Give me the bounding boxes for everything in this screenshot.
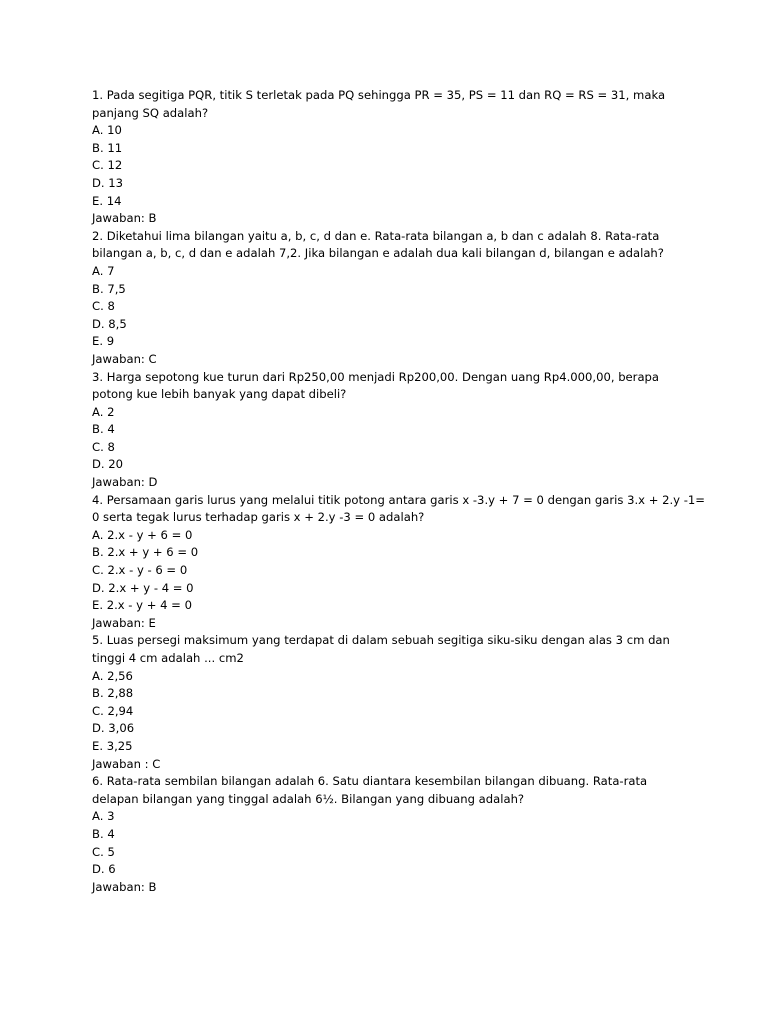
answer-key: Jawaban : C: [92, 756, 161, 771]
answer-option: B. 7,5: [92, 281, 126, 296]
answer-option: C. 5: [92, 844, 115, 859]
question-block: [92, 228, 682, 369]
question-block: [92, 492, 705, 633]
answer-option: A. 2.x - y + 6 = 0: [92, 527, 193, 542]
question-text-line: 5. Luas persegi maksimum yang terdapat di dalam sebuah segitiga siku-siku dengan alas 3 cm dan: [92, 633, 670, 648]
answer-option: E. 9: [92, 334, 115, 349]
answer-option: A. 7: [92, 263, 115, 278]
answer-option: D. 3,06: [92, 721, 135, 736]
answer-option: C. 12: [92, 158, 123, 173]
answer-key: Jawaban: B: [92, 879, 157, 894]
answer-key: Jawaban: D: [92, 475, 158, 490]
answer-option: A. 3: [92, 809, 115, 824]
question-text-line: 3. Harga sepotong kue turun dari Rp250,00 menjadi Rp200,00. Dengan uang Rp4.000,00, berapa: [92, 369, 660, 384]
answer-option: B. 2,88: [92, 686, 134, 701]
question-text-line: panjang SQ adalah?: [92, 105, 209, 120]
question-text-line: 4. Persamaan garis lurus yang melalui titik potong antara garis x -3.y + 7 = 0 dengan garis 3.x + 2.y -1=: [92, 492, 705, 507]
answer-option: B. 2.x + y + 6 = 0: [92, 545, 199, 560]
question-text-line: tinggi 4 cm adalah ... cm2: [92, 651, 244, 665]
answer-option: D. 20: [92, 457, 124, 472]
question-text-line: potong kue lebih banyak yang dapat dibeli?: [92, 387, 347, 402]
question-block: [92, 369, 682, 492]
answer-option: D. 2.x + y - 4 = 0: [92, 580, 194, 595]
question-text-line: 1. Pada segitiga PQR, titik S terletak pada PQ sehingga PR = 35, PS = 11 dan RQ = RS = 31, maka: [92, 88, 666, 102]
answer-option: C. 2,94: [92, 703, 134, 718]
question-text-line: 0 serta tegak lurus terhadap garis x + 2.y -3 = 0 adalah?: [92, 510, 425, 525]
answer-option: A. 2: [92, 404, 115, 419]
answer-option: A. 2,56: [92, 668, 133, 683]
question-text-line: 2. Diketahui lima bilangan yaitu a, b, c, d dan e. Rata-rata bilangan a, b dan c adalah 8. Rata-rata: [92, 228, 660, 243]
question-text-line: delapan bilangan yang tinggal adalah 6½. Bilangan yang dibuang adalah?: [92, 791, 525, 806]
answer-option: D. 13: [92, 175, 124, 190]
answer-key: Jawaban: C: [92, 351, 157, 366]
answer-option: E. 3,25: [92, 738, 133, 753]
answer-option: C. 8: [92, 299, 115, 314]
answer-option: E. 2.x - y + 4 = 0: [92, 598, 192, 613]
document-page: [92, 87, 705, 896]
answer-option: D. 8,5: [92, 316, 127, 331]
answer-option: D. 6: [92, 862, 116, 877]
answer-option: E. 14: [92, 193, 122, 208]
answer-option: B. 4: [92, 422, 115, 437]
answer-option: A. 10: [92, 123, 122, 138]
question-block: [92, 87, 682, 228]
answer-option: B. 11: [92, 140, 123, 155]
question-block: [92, 632, 682, 773]
question-text-line: bilangan a, b, c, d dan e adalah 7,2. Jika bilangan e adalah dua kali bilangan d, bilangan e adalah?: [92, 246, 664, 261]
answer-key: Jawaban: E: [92, 615, 156, 630]
answer-option: C. 8: [92, 439, 115, 454]
question-text-line: 6. Rata-rata sembilan bilangan adalah 6. Satu diantara kesembilan bilangan dibuang. Rata-rata: [92, 774, 648, 789]
answer-option: C. 2.x - y - 6 = 0: [92, 563, 188, 578]
question-block: [92, 773, 682, 896]
answer-key: Jawaban: B: [92, 211, 157, 226]
answer-option: B. 4: [92, 826, 115, 841]
